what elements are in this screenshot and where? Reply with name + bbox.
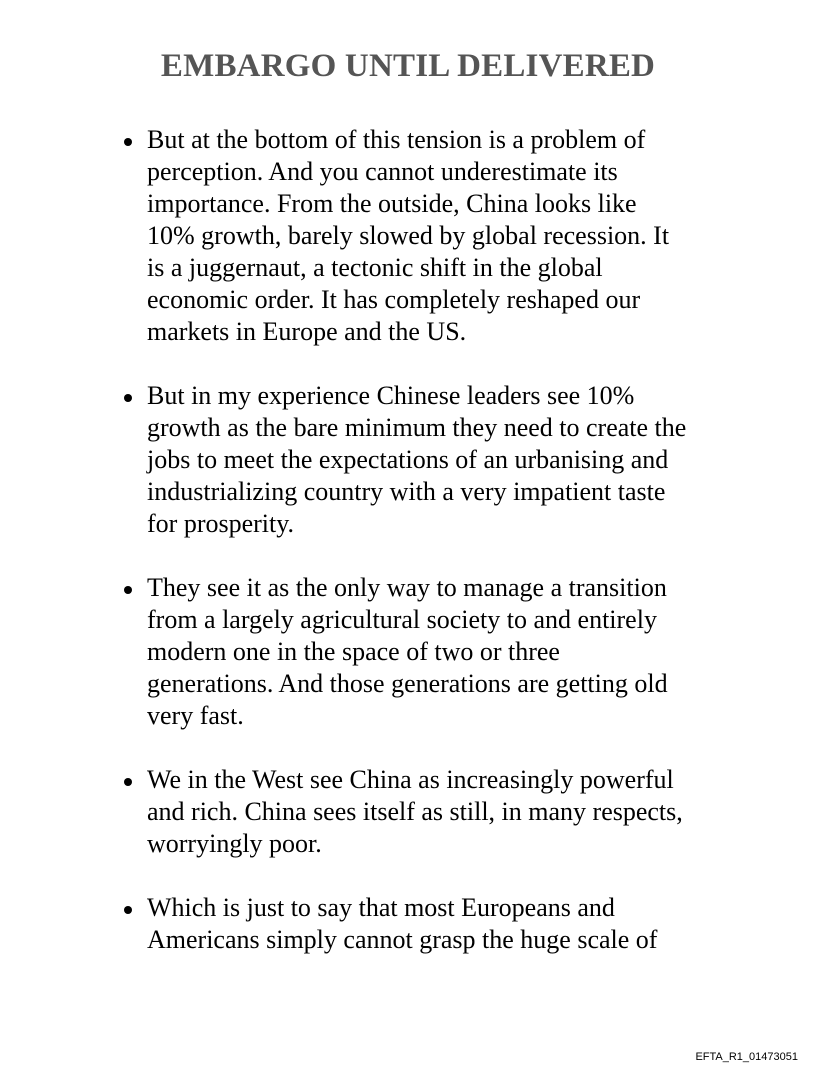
bullet-text-line: jobs to meet the expectations of an urbanising and [147, 445, 669, 474]
bullet-text-line: and rich. China sees itself as still, in many respects, [147, 797, 683, 826]
page-title: EMBARGO UNTIL DELIVERED [160, 48, 656, 84]
bullet-text-line: perception. And you cannot underestimate its [147, 157, 618, 186]
bullet-text-line: modern one in the space of two or three [147, 637, 560, 666]
bullet-list [0, 124, 816, 988]
bullet-dot-icon [124, 906, 132, 914]
bullet-text-line: industrializing country with a very impatient taste [147, 477, 666, 506]
bullet-text-line: very fast. [147, 701, 244, 730]
bullet-text-line: 10% growth, barely slowed by global recession. It [147, 221, 670, 250]
bullet-text-line: from a largely agricultural society to and entirely [147, 605, 657, 634]
bullet-text-line: worryingly poor. [147, 829, 322, 858]
bullet-text-line: importance. From the outside, China looks like [147, 189, 637, 218]
bullet-text-line: markets in Europe and the US. [147, 317, 467, 346]
bullet-text-line: generations. And those generations are getting old [147, 669, 668, 698]
bullet-text-line: for prosperity. [147, 509, 295, 538]
bullet-dot-icon [124, 394, 132, 402]
bullet-text-line: We in the West see China as increasingly powerful [147, 765, 674, 794]
bullet-item [0, 380, 737, 540]
bullet-text-line: They see it as the only way to manage a transition [147, 573, 667, 602]
bullet-item [0, 764, 737, 860]
bullet-text-line: growth as the bare minimum they need to create the [147, 413, 687, 442]
bullet-dot-icon [124, 778, 132, 786]
bullet-text-line: But in my experience Chinese leaders see 10% [147, 381, 635, 410]
bullet-text-line: Which is just to say that most Europeans and [147, 893, 615, 922]
bullet-dot-icon [124, 586, 132, 594]
document-id: EFTA_R1_01473051 [695, 1051, 798, 1063]
bullet-item [0, 572, 737, 732]
bullet-text-line: is a juggernaut, a tectonic shift in the global [147, 253, 603, 282]
bullet-item [0, 892, 737, 956]
bullet-text-line: But at the bottom of this tension is a problem of [147, 125, 646, 154]
bullet-text-line: economic order. It has completely reshaped our [147, 285, 641, 314]
bullet-item [0, 124, 737, 348]
bullet-text-line: Americans simply cannot grasp the huge scale of [147, 925, 658, 954]
bullet-dot-icon [124, 138, 132, 146]
